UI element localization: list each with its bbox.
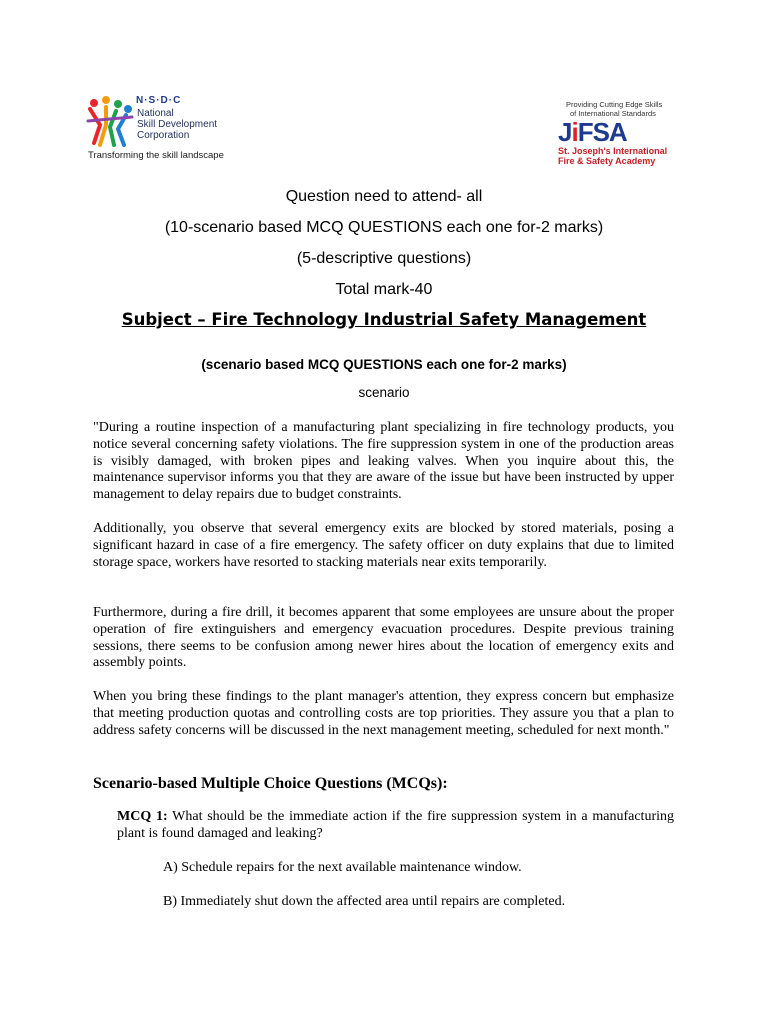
jifsa-tagline-1: Providing Cutting Edge Skills bbox=[566, 100, 663, 109]
jifsa-brand-rest: FSA bbox=[577, 117, 627, 147]
nsdc-name-line1: National bbox=[137, 108, 174, 119]
mcq-1-label: MCQ 1: bbox=[117, 809, 168, 824]
mcq-list-heading: Scenario-based Multiple Choice Questions (MCQs): bbox=[93, 775, 448, 792]
jifsa-logo bbox=[556, 100, 674, 168]
header-line-mcq: (10-scenario based MCQ QUESTIONS each one for-2 marks) bbox=[164, 219, 604, 236]
scenario-paragraph-4: When you bring these findings to the plant manager's attention, they express concern but emphasize that meeting production quotas and controlling costs are top priorities. They assure you that a plan to address safety concerns will be discussed in the next management meeting, scheduled for next month." bbox=[93, 689, 674, 738]
jifsa-subtitle-1: St. Joseph's International bbox=[558, 146, 668, 156]
nsdc-tagline: Transforming the skill landscape bbox=[88, 150, 224, 161]
nsdc-figures-icon bbox=[86, 95, 136, 149]
header-line-descriptive: (5-descriptive questions) bbox=[296, 250, 472, 267]
jifsa-tagline-2: of International Standards bbox=[570, 109, 656, 118]
scenario-label: scenario bbox=[358, 385, 410, 400]
nsdc-name-line2: Skill Development bbox=[137, 119, 218, 130]
nsdc-name-line3: Corporation bbox=[137, 130, 190, 141]
header-line-attend: Question need to attend- all bbox=[285, 188, 483, 205]
mcq-1-option-a: A) Schedule repairs for the next available maintenance window. bbox=[163, 860, 522, 875]
jifsa-subtitle-2: Fire & Safety Academy bbox=[558, 156, 656, 166]
mcq-1-option-b: B) Immediately shut down the affected area until repairs are completed. bbox=[163, 894, 566, 909]
scenario-paragraph-3: Furthermore, during a fire drill, it becomes apparent that some employees are unsure about the proper operation of fire extinguishers and emergency evacuation procedures. Despite previous training sessions, there seems to be confusion among newer hires about the location of emergency exits and assembly points. bbox=[93, 605, 674, 671]
jifsa-brand-j: J bbox=[558, 117, 572, 147]
jifsa-brand-i: i bbox=[571, 117, 578, 147]
nsdc-logo bbox=[86, 95, 246, 165]
header-line-total: Total mark-40 bbox=[335, 281, 433, 298]
mcq-1-question bbox=[117, 809, 674, 843]
jifsa-brand bbox=[558, 118, 627, 146]
mcq-1-text: What should be the immediate action if the fire suppression system in a manufacturing plant is found damaged and leaking? bbox=[117, 809, 674, 841]
mcq-section-heading: (scenario based MCQ QUESTIONS each one for-2 marks) bbox=[201, 357, 567, 372]
subject-title: Subject – Fire Technology Industrial Safety Management bbox=[121, 310, 647, 329]
nsdc-acronym: N·S·D·C bbox=[136, 95, 182, 106]
scenario-paragraph-2: Additionally, you observe that several emergency exits are blocked by stored materials, posing a significant hazard in case of a fire emergency. The safety officer on duty explains that due to limited storage space, workers have resorted to stacking materials near exits temporarily. bbox=[93, 521, 674, 570]
scenario-paragraph-1: "During a routine inspection of a manufacturing plant specializing in fire technology products, you notice several concerning safety violations. The fire suppression system in one of the production areas is visibly damaged, with broken pipes and leaking valves. When you inquire about this, the maintenance supervisor informs you that they are aware of the issue but have been instructed by upper management to delay repairs due to budget constraints. bbox=[93, 420, 674, 503]
